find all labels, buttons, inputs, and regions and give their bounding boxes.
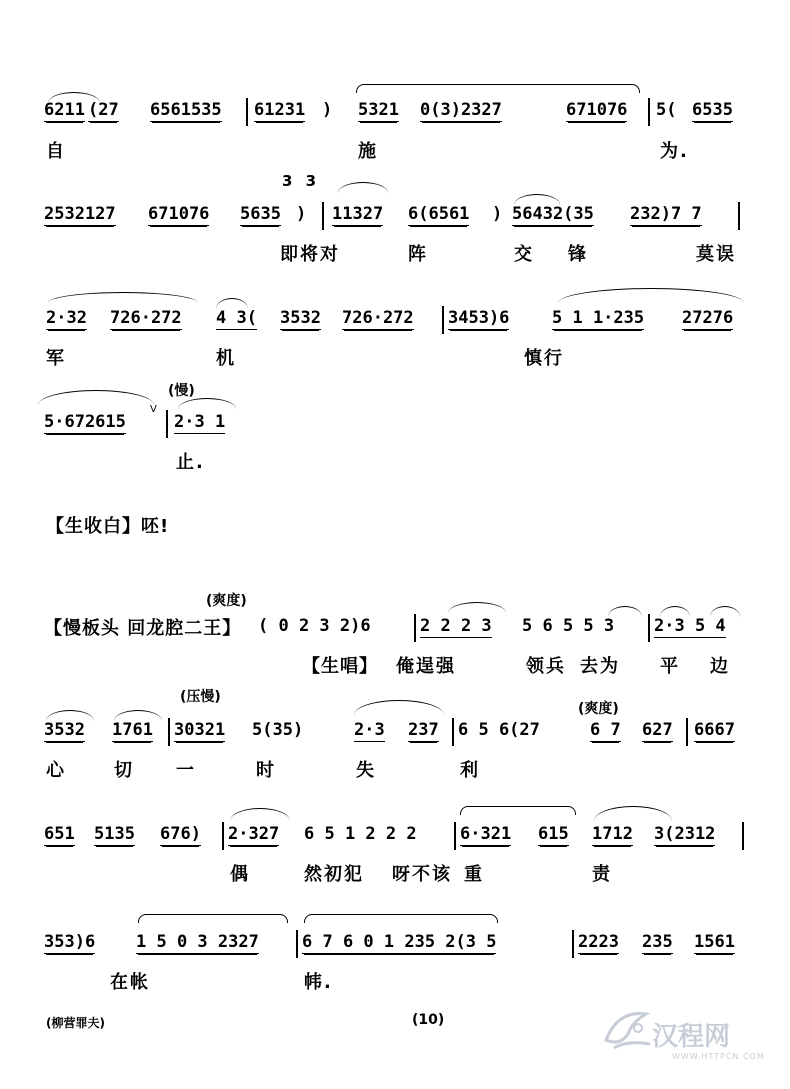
barline	[322, 202, 324, 230]
note-group: 6561535	[150, 100, 222, 120]
lyric: 军	[46, 348, 66, 369]
note-group: 6667	[694, 720, 735, 740]
note-group: 2·3 5 4	[654, 616, 726, 636]
note-group: 6535	[692, 100, 733, 120]
barline	[452, 718, 454, 746]
lyric: 时	[256, 760, 276, 781]
note-group: 27276	[682, 308, 734, 328]
note-group: 5·672615	[44, 412, 126, 432]
note-group: 5 6 5 5 3	[522, 616, 615, 636]
barline	[454, 822, 456, 850]
note-group: 237	[408, 720, 439, 740]
note-group: 5635	[240, 204, 281, 224]
barline	[442, 306, 444, 334]
note-group: 61231	[254, 100, 306, 120]
lyric: 俺逞强	[396, 656, 456, 677]
tempo-annotation: (爽度)	[578, 701, 619, 717]
note-group: 676)	[160, 824, 201, 844]
note-group: 2·327	[228, 824, 280, 844]
barline	[168, 718, 170, 746]
barline	[414, 614, 416, 642]
lyric: 边	[710, 656, 730, 677]
phrase-bracket	[460, 806, 576, 815]
note-group: 5(	[656, 100, 677, 120]
page-number: (10)	[412, 1012, 445, 1028]
note-group: 3453)6	[448, 308, 510, 328]
note-group: 6 7	[590, 720, 621, 740]
lyric: 然初犯	[304, 864, 364, 885]
barline	[742, 822, 744, 850]
lyric: 止.	[176, 452, 205, 473]
lyric: 施	[358, 141, 378, 162]
lyric: 领兵	[526, 656, 566, 677]
slur	[448, 602, 506, 613]
note-group: 5321	[358, 100, 399, 120]
lyric: 心	[46, 760, 66, 781]
note-group: 5 1 1·235	[552, 308, 645, 328]
lyric: 去为	[580, 656, 620, 677]
note-group: 2532127	[44, 204, 116, 224]
slur	[338, 182, 388, 193]
note-group: 0(3)2327	[420, 100, 502, 120]
note-group: 1761	[112, 720, 153, 740]
singer-label: 【生唱】	[302, 656, 378, 677]
tempo-annotation: (慢)	[168, 383, 195, 399]
lyric: 呀不该	[392, 864, 452, 885]
note-group: 671076	[148, 204, 210, 224]
lyric: 平	[660, 656, 680, 677]
lyric: 为.	[660, 141, 689, 162]
slur	[354, 700, 444, 715]
lyric: 失	[356, 760, 376, 781]
watermark-url: WWW.HTTPCN.COM	[672, 1052, 765, 1061]
note-group: 4 3(	[216, 308, 257, 328]
note-group: 627	[642, 720, 673, 740]
barline	[648, 98, 650, 126]
barline	[166, 410, 168, 438]
lyric: 机	[216, 348, 236, 369]
note-group: 5135	[94, 824, 135, 844]
note-group: 2·3 1	[174, 412, 226, 432]
note-group: 671076	[566, 100, 628, 120]
lyric: 阵	[408, 244, 428, 265]
note-group: 651	[44, 824, 75, 844]
barline	[648, 614, 650, 642]
slur	[38, 390, 154, 405]
note-group: (27	[88, 100, 119, 120]
lyric: 莫误	[696, 244, 736, 265]
note-group: 6·321	[460, 824, 512, 844]
note-group: 615	[538, 824, 569, 844]
note-group: 726·272	[342, 308, 414, 328]
note-group: 6 5 6(27	[458, 720, 540, 740]
slur	[594, 806, 672, 821]
footer-title: (柳营罪夫)	[46, 1016, 105, 1030]
breath-mark: V	[150, 404, 157, 415]
note-group: 5(35)	[252, 720, 304, 740]
tempo-annotation: (爽度)	[206, 593, 247, 609]
barline	[222, 822, 224, 850]
lyric: 偶	[230, 864, 250, 885]
note-group: 2223	[578, 932, 619, 952]
note-group: 30321	[174, 720, 226, 740]
lyric: 自	[46, 141, 66, 162]
lyric: 利	[460, 760, 480, 781]
slur	[48, 292, 198, 303]
note-group: 353)6	[44, 932, 96, 952]
ornament-annotation: 3 3	[282, 172, 321, 190]
note-group: 232)7 7	[630, 204, 702, 224]
note-group: 3532	[280, 308, 321, 328]
lyric: 重	[464, 864, 484, 885]
note-group: 1712	[592, 824, 633, 844]
note-group: )	[492, 204, 503, 224]
phrase-bracket	[356, 84, 640, 93]
lyric: 在帐	[110, 972, 150, 993]
spoken-line: 【生收白】呸!	[46, 516, 170, 537]
note-group: )	[296, 204, 307, 224]
note-group: 6211	[44, 100, 85, 120]
note-group: 6(6561	[408, 204, 470, 224]
lyric: 交	[514, 244, 534, 265]
barline	[738, 202, 740, 230]
watermark-logo-icon	[598, 1000, 658, 1060]
note-group: 56432(35	[512, 204, 594, 224]
lyric: 帏.	[304, 972, 333, 993]
note-group: )	[322, 100, 333, 120]
lyric: 即将对	[280, 244, 340, 265]
section-label: 【慢板头 回龙腔二王】	[44, 618, 242, 639]
note-group: 2·32	[46, 308, 87, 328]
phrase-bracket	[304, 914, 498, 923]
note-group: 235	[642, 932, 673, 952]
lyric: 一	[176, 760, 196, 781]
watermark-brand: 汉程网	[652, 1022, 731, 1052]
tempo-annotation: (压慢)	[180, 689, 221, 705]
note-group: 6 5 1 2 2 2	[304, 824, 417, 844]
note-group: 1561	[694, 932, 735, 952]
note-group: 726·272	[110, 308, 182, 328]
lyric: 切	[114, 760, 134, 781]
slur	[230, 808, 290, 821]
note-group: 6 7 6 0 1 235 2(3 5	[302, 932, 497, 952]
barline	[572, 930, 574, 958]
lyric: 锋	[568, 244, 588, 265]
note-group: 3(2312	[654, 824, 716, 844]
note-group: 3532	[44, 720, 85, 740]
lyric: 责	[592, 864, 612, 885]
phrase-bracket	[138, 914, 288, 923]
note-group: ( 0 2 3 2)6	[258, 616, 371, 636]
note-group: 2·3	[354, 720, 385, 740]
barline	[296, 930, 298, 958]
lyric: 慎行	[524, 348, 564, 369]
barline	[686, 718, 688, 746]
slur	[558, 288, 744, 303]
note-group: 1 5 0 3 2327	[136, 932, 259, 952]
note-group: 11327	[332, 204, 384, 224]
barline	[246, 98, 248, 126]
note-group: 2 2 2 3	[420, 616, 492, 636]
